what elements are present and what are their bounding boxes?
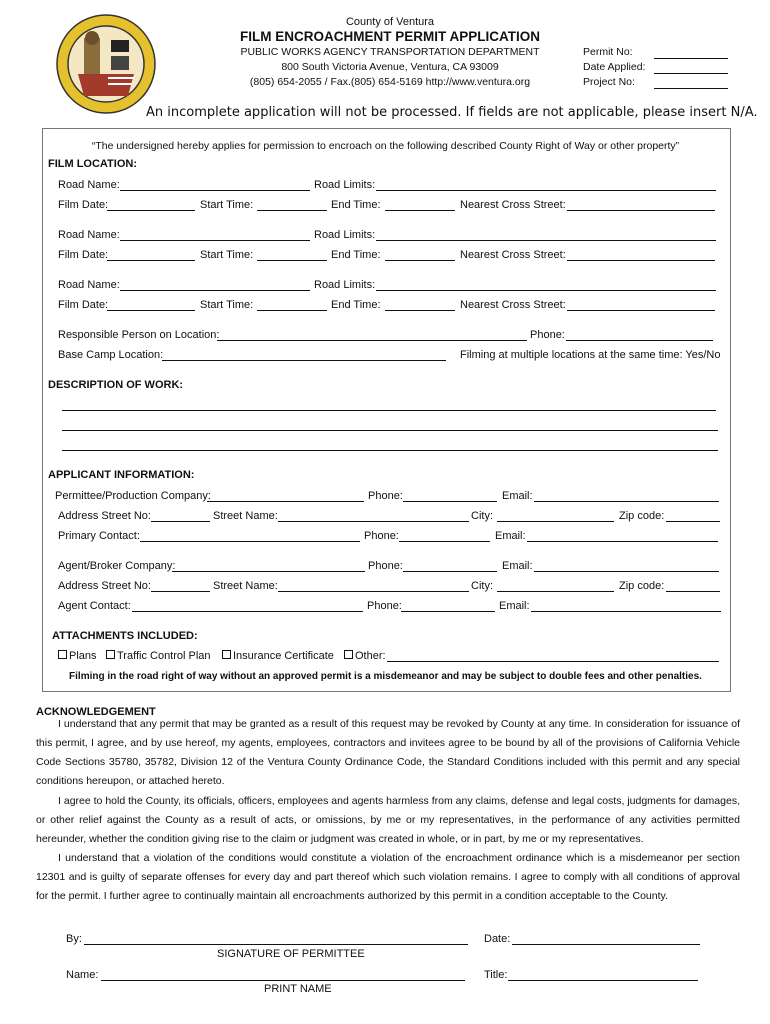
city-field[interactable]: [497, 521, 614, 522]
insurance-label: Insurance Certificate: [233, 650, 334, 662]
date-label: Date:: [484, 933, 511, 945]
other-checkbox[interactable]: [344, 650, 353, 659]
agent-company-label: Agent/Broker Company:: [58, 560, 176, 572]
attachments-heading: ATTACHMENTS INCLUDED:: [52, 630, 198, 642]
film-date-field[interactable]: [107, 210, 195, 211]
company-label: Permittee/Production Company:: [55, 490, 211, 502]
agent-city-field[interactable]: [497, 591, 614, 592]
primary-email-label: Email:: [495, 530, 526, 542]
company-email-field[interactable]: [534, 501, 719, 502]
start-time-field[interactable]: [257, 260, 327, 261]
address-no-field[interactable]: [151, 521, 210, 522]
other-option[interactable]: [344, 650, 386, 662]
date-applied-field[interactable]: [654, 73, 728, 74]
ack-paragraph-3: [36, 849, 740, 906]
ack-text-3: I understand that a violation of the conditions would constitute a violation of the encroachment ordinance which is a misdemeanor per section 12301 and is guilty of separate offenses for every day and part thereof which such violation remains. I agree to comply with all conditions of approval for the permit. I further agree to continually maintain all encroachments authorized by this permit in a condition acceptable to the County.: [36, 852, 740, 902]
insurance-checkbox[interactable]: [222, 650, 231, 659]
insurance-option[interactable]: [222, 650, 334, 662]
end-time-field[interactable]: [385, 310, 455, 311]
film-date-label: Film Date:: [58, 299, 109, 311]
county-seal: [56, 14, 156, 114]
address: 800 South Victoria Avenue, Ventura, CA 93009: [281, 61, 499, 73]
name-field[interactable]: [101, 980, 465, 981]
end-time-label: End Time:: [331, 249, 381, 261]
agent-company-field[interactable]: [172, 571, 365, 572]
agent-contact-email-field[interactable]: [531, 611, 721, 612]
other-label: Other:: [355, 650, 386, 662]
plans-option[interactable]: [58, 650, 97, 662]
company-field[interactable]: [207, 501, 364, 502]
misdemeanor-warning: Filming in the road right of way without an approved permit is a misdemeanor and may be subject to double fees and other penalties.: [69, 671, 702, 682]
plans-label: Plans: [69, 650, 97, 662]
incomplete-notice: An incomplete application will not be processed. If fields are not applicable, please insert N/A.: [146, 105, 758, 120]
cross-street-field[interactable]: [567, 260, 715, 261]
signature-field[interactable]: [84, 944, 468, 945]
end-time-label: End Time:: [331, 199, 381, 211]
city-label: City:: [471, 510, 493, 522]
acknowledgement-heading: ACKNOWLEDGEMENT: [36, 706, 156, 718]
traffic-option[interactable]: [106, 650, 211, 662]
cross-street-label: Nearest Cross Street:: [460, 249, 566, 261]
end-time-field[interactable]: [385, 260, 455, 261]
responsible-phone-field[interactable]: [566, 340, 713, 341]
zip-label: Zip code:: [619, 510, 665, 522]
company-phone-field[interactable]: [403, 501, 497, 502]
agent-phone-field[interactable]: [403, 571, 497, 572]
agent-zip-label: Zip code:: [619, 580, 665, 592]
ack-paragraph-2: [36, 792, 740, 849]
cross-street-field[interactable]: [567, 310, 715, 311]
road-name-label: Road Name:: [58, 179, 120, 191]
responsible-person-label: Responsible Person on Location:: [58, 329, 220, 341]
by-label: By:: [66, 933, 82, 945]
film-date-field[interactable]: [107, 260, 195, 261]
road-name-label: Road Name:: [58, 229, 120, 241]
film-date-label: Film Date:: [58, 199, 109, 211]
agent-address-no-field[interactable]: [151, 591, 210, 592]
zip-field[interactable]: [666, 521, 720, 522]
plans-checkbox[interactable]: [58, 650, 67, 659]
other-field[interactable]: [387, 661, 719, 662]
base-camp-label: Base Camp Location:: [58, 349, 164, 361]
traffic-label: Traffic Control Plan: [117, 650, 211, 662]
intro-statement: “The undersigned hereby applies for permission to encroach on the following described County Right of Way or other property”: [91, 140, 680, 152]
address-no-label: Address Street No:: [58, 510, 151, 522]
ack-text-2: I agree to hold the County, its officials, officers, employees and agents harmless from any claims, defense and legal costs, judgments for damages, or other relief against the County as a result of acts, or omissions, by me or my representatives, in the performance of any activities permitted hereunder, whether the condition giving rise to the claim or judgment was created in whole, or in part, by me or my representatives.: [36, 795, 740, 845]
agent-street-label: Street Name:: [213, 580, 278, 592]
date-applied-label: Date Applied:: [583, 61, 646, 73]
county-label: County of Ventura: [345, 16, 435, 28]
contact-info: (805) 654-2055 / Fax.(805) 654-5169 http://www.ventura.org: [249, 76, 531, 88]
title-label: Title:: [484, 969, 508, 981]
primary-contact-label: Primary Contact:: [58, 530, 140, 542]
department: PUBLIC WORKS AGENCY TRANSPORTATION DEPARTMENT: [240, 46, 540, 58]
road-name-label: Road Name:: [58, 279, 120, 291]
description-line-3[interactable]: [62, 450, 718, 451]
cross-street-field[interactable]: [567, 210, 715, 211]
end-time-field[interactable]: [385, 210, 455, 211]
start-time-label: Start Time:: [200, 199, 254, 211]
film-date-field[interactable]: [107, 310, 195, 311]
date-field[interactable]: [512, 944, 700, 945]
agent-contact-phone-field[interactable]: [401, 611, 495, 612]
road-limits-field[interactable]: [376, 190, 716, 191]
project-no-label: Project No:: [583, 76, 635, 88]
street-name-label: Street Name:: [213, 510, 278, 522]
agent-email-label: Email:: [502, 560, 533, 572]
title-field[interactable]: [508, 980, 698, 981]
ack-paragraph-1: [36, 715, 740, 791]
description-line-2[interactable]: [62, 430, 718, 431]
project-no-field[interactable]: [654, 88, 728, 89]
start-time-field[interactable]: [257, 310, 327, 311]
road-name-field[interactable]: [120, 240, 310, 241]
print-name-caption: PRINT NAME: [264, 983, 332, 995]
form-title: FILM ENCROACHMENT PERMIT APPLICATION: [240, 29, 540, 44]
agent-address-no-label: Address Street No:: [58, 580, 151, 592]
agent-contact-phone-label: Phone:: [367, 600, 402, 612]
agent-zip-field[interactable]: [666, 591, 720, 592]
road-name-field[interactable]: [120, 290, 310, 291]
company-phone-label: Phone:: [368, 490, 403, 502]
multiple-locations-question: Filming at multiple locations at the same time: Yes/No: [460, 349, 721, 361]
street-name-field[interactable]: [278, 521, 469, 522]
primary-phone-label: Phone:: [364, 530, 399, 542]
cross-street-label: Nearest Cross Street:: [460, 299, 566, 311]
film-date-label: Film Date:: [58, 249, 109, 261]
start-time-label: Start Time:: [200, 299, 254, 311]
traffic-checkbox[interactable]: [106, 650, 115, 659]
applicant-heading: APPLICANT INFORMATION:: [48, 469, 195, 481]
agent-street-field[interactable]: [278, 591, 469, 592]
permit-no-field[interactable]: [654, 58, 728, 59]
agent-email-field[interactable]: [534, 571, 719, 572]
agent-contact-label: Agent Contact:: [58, 600, 131, 612]
road-limits-label: Road Limits:: [314, 229, 376, 241]
agent-contact-field[interactable]: [132, 611, 363, 612]
road-limits-field[interactable]: [376, 290, 716, 291]
agent-city-label: City:: [471, 580, 493, 592]
end-time-label: End Time:: [331, 299, 381, 311]
responsible-phone-label: Phone:: [530, 329, 565, 341]
description-heading: DESCRIPTION OF WORK:: [48, 379, 184, 391]
cross-street-label: Nearest Cross Street:: [460, 199, 566, 211]
road-limits-label: Road Limits:: [314, 179, 376, 191]
responsible-person-field[interactable]: [217, 340, 527, 341]
agent-phone-label: Phone:: [368, 560, 403, 572]
primary-phone-field[interactable]: [399, 541, 490, 542]
signature-caption: SIGNATURE OF PERMITTEE: [217, 948, 365, 960]
ack-text-1: I understand that any permit that may be granted as a result of this request may be revoked by County at any time. In consideration for issuance of this permit, I agree, and by use hereof, my agents, employees, contractors and invitees agree to be bound by all of the provisions of California Vehicle Code Sections 35780, 35782, Division 12 of the Ventura County Ordinance Code, the Standard Conditions included with this permit and any special conditions hereupon, or attached hereto.: [36, 718, 740, 787]
primary-email-field[interactable]: [527, 541, 718, 542]
road-limits-label: Road Limits:: [314, 279, 376, 291]
primary-contact-field[interactable]: [140, 541, 360, 542]
company-email-label: Email:: [502, 490, 533, 502]
permit-no-label: Permit No:: [583, 46, 633, 58]
description-line-1[interactable]: [62, 410, 716, 411]
film-location-heading: FILM LOCATION:: [48, 158, 137, 170]
start-time-field[interactable]: [257, 210, 327, 211]
name-label: Name:: [66, 969, 99, 981]
base-camp-field[interactable]: [162, 360, 446, 361]
agent-contact-email-label: Email:: [499, 600, 530, 612]
road-limits-field[interactable]: [376, 240, 716, 241]
start-time-label: Start Time:: [200, 249, 254, 261]
road-name-field[interactable]: [120, 190, 310, 191]
